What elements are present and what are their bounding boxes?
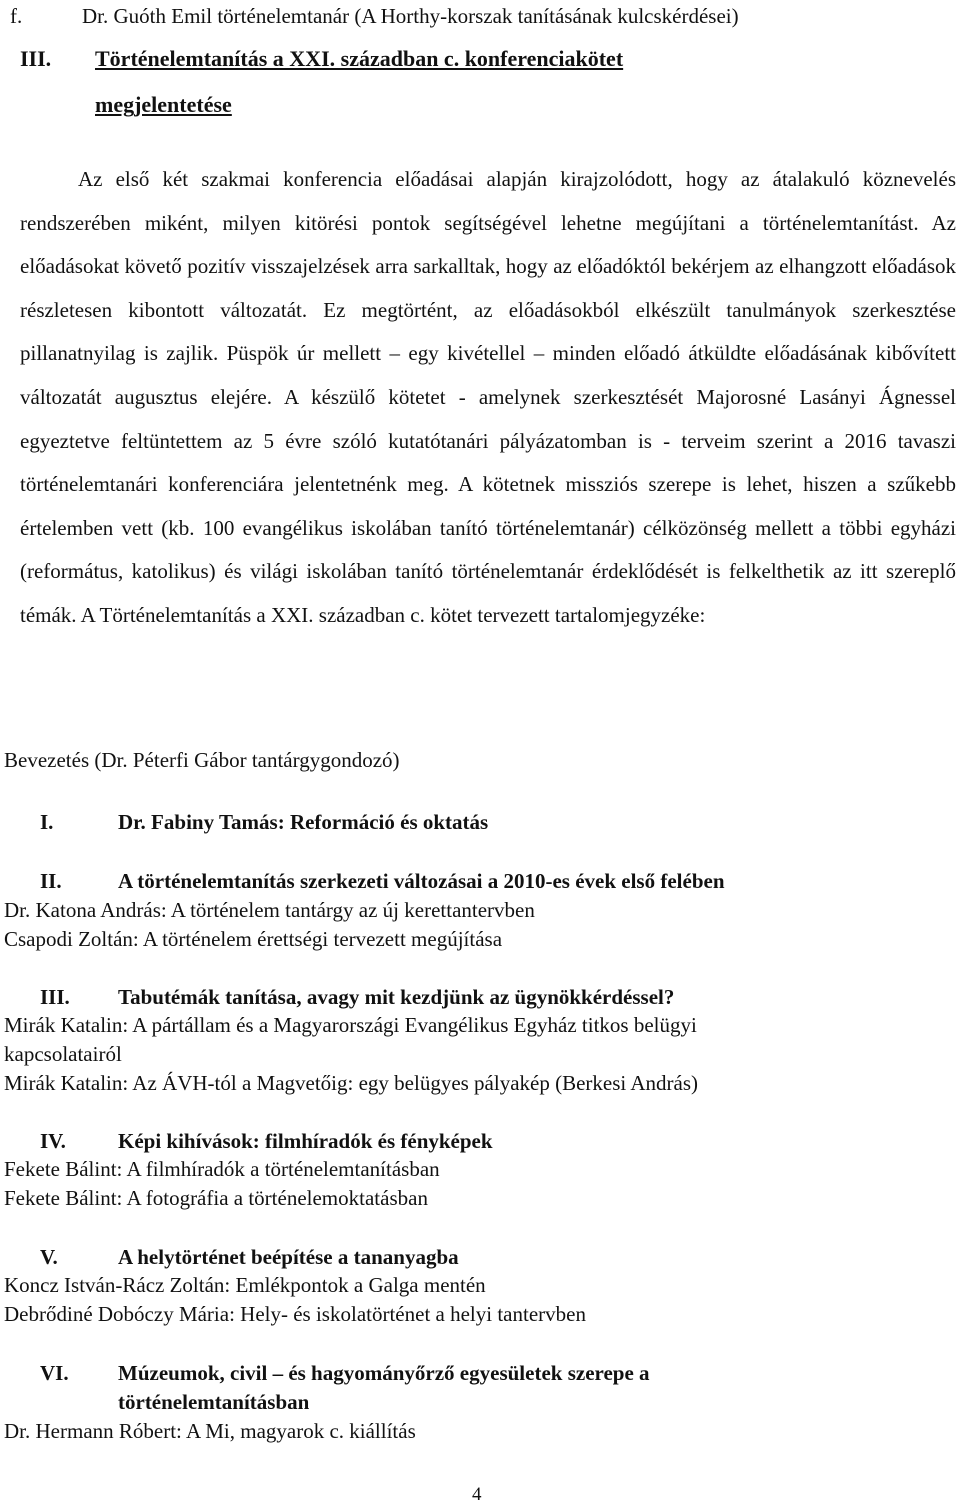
body-paragraph-text: Az első két szakmai konferencia előadásai alapján kirajzolódott, hogy az átalakuló köznevelés rendszerében miként, milyen kitörési pontok segítségével lehetne megújítani a történelemtanítást. Az előadásokat követő pozitív visszajelzések arra sarkalltak, hogy az előadóktól bekérjem az elhangzott előadások részletesen kibontott változatát. Ez megtörtént, az előadásokból elkészült tanulmányok szerkesztése pillanatnyilag is zajlik. Püspök úr mellett – egy kivétellel – minden előadó átküldte előadásának kibővített változatát augusztus elejére. A készülő kötetet - amelynek szerkesztését Majorosné Lasányi Ágnessel egyeztetve feltüntettem az 5 évre szóló kutatótanári pályázatomban is - terveim szerint a 2016 tavaszi történelemtanári konferenciára jelentetnénk meg. A kötetnek missziós szerepe is lehet, hiszen a szűkebb értelemben vett (kb. 100 evangélikus iskolában tanító történelemtanár) célközönség mellett a többi egyházi (református, katolikus) és világi iskolában tanító történelemtanár érdeklődését is felkelthetik az itt szereplő témák. A Történelemtanítás a XXI. században c. kötet tervezett tartalomjegyzéke: (20, 167, 956, 627)
toc-numeral: V. (40, 1245, 58, 1269)
toc-entry: Dr. Katona András: A történelem tantárgy az új kerettantervben (4, 898, 535, 922)
toc-numeral: IV. (40, 1129, 66, 1153)
toc-entry: Csapodi Zoltán: A történelem érettségi tervezett megújítása (4, 927, 503, 951)
toc-entry: Koncz István-Rácz Zoltán: Emlékpontok a Galga mentén (4, 1273, 486, 1297)
list-item-text: Dr. Guóth Emil történelemtanár (A Horthy-korszak tanításának kulcskérdései) (82, 4, 739, 28)
toc-numeral: I. (40, 810, 54, 834)
toc-heading: Dr. Fabiny Tamás: Reformáció és oktatás (118, 810, 489, 834)
toc-heading: A helytörténet beépítése a tananyagba (118, 1245, 459, 1269)
toc-intro: Bevezetés (Dr. Péterfi Gábor tantárgygondozó) (4, 748, 400, 772)
body-paragraph (20, 158, 956, 638)
toc-entry: Fekete Bálint: A fotográfia a történelemoktatásban (4, 1186, 428, 1210)
toc-entry: Dr. Hermann Róbert: A Mi, magyarok c. kiállítás (4, 1419, 416, 1443)
toc-heading: Képi kihívások: filmhíradók és fényképek (118, 1129, 493, 1153)
toc-entry: Mirák Katalin: Az ÁVH-tól a Magvetőig: egy belügyes pályakép (Berkesi András) (4, 1071, 698, 1095)
toc-numeral: III. (40, 985, 70, 1009)
toc-numeral: II. (40, 869, 62, 893)
toc-numeral: VI. (40, 1361, 69, 1385)
toc-heading: Múzeumok, civil – és hagyományőrző egyesületek szerepe a (118, 1361, 650, 1385)
section-title: Történelemtanítás a XXI. században c. konferenciakötet (95, 46, 624, 71)
toc-heading-continued: történelemtanításban (118, 1390, 310, 1414)
page-number: 4 (472, 1484, 482, 1505)
section-title-continued: megjelentetése (95, 92, 232, 117)
section-numeral: III. (20, 46, 52, 71)
list-item-marker: f. (10, 4, 23, 28)
toc-heading: Tabutémák tanítása, avagy mit kezdjünk az ügynökkérdéssel? (118, 985, 675, 1009)
toc-entry: Debrődiné Dobóczy Mária: Hely- és iskolatörténet a helyi tantervben (4, 1302, 586, 1326)
toc-entry: kapcsolatairól (4, 1042, 122, 1066)
toc-entry: Fekete Bálint: A filmhíradók a történelemtanításban (4, 1157, 440, 1181)
toc-heading: A történelemtanítás szerkezeti változásai a 2010-es évek első felében (118, 869, 725, 893)
toc-entry: Mirák Katalin: A pártállam és a Magyarországi Evangélikus Egyház titkos belügyi (4, 1013, 697, 1037)
